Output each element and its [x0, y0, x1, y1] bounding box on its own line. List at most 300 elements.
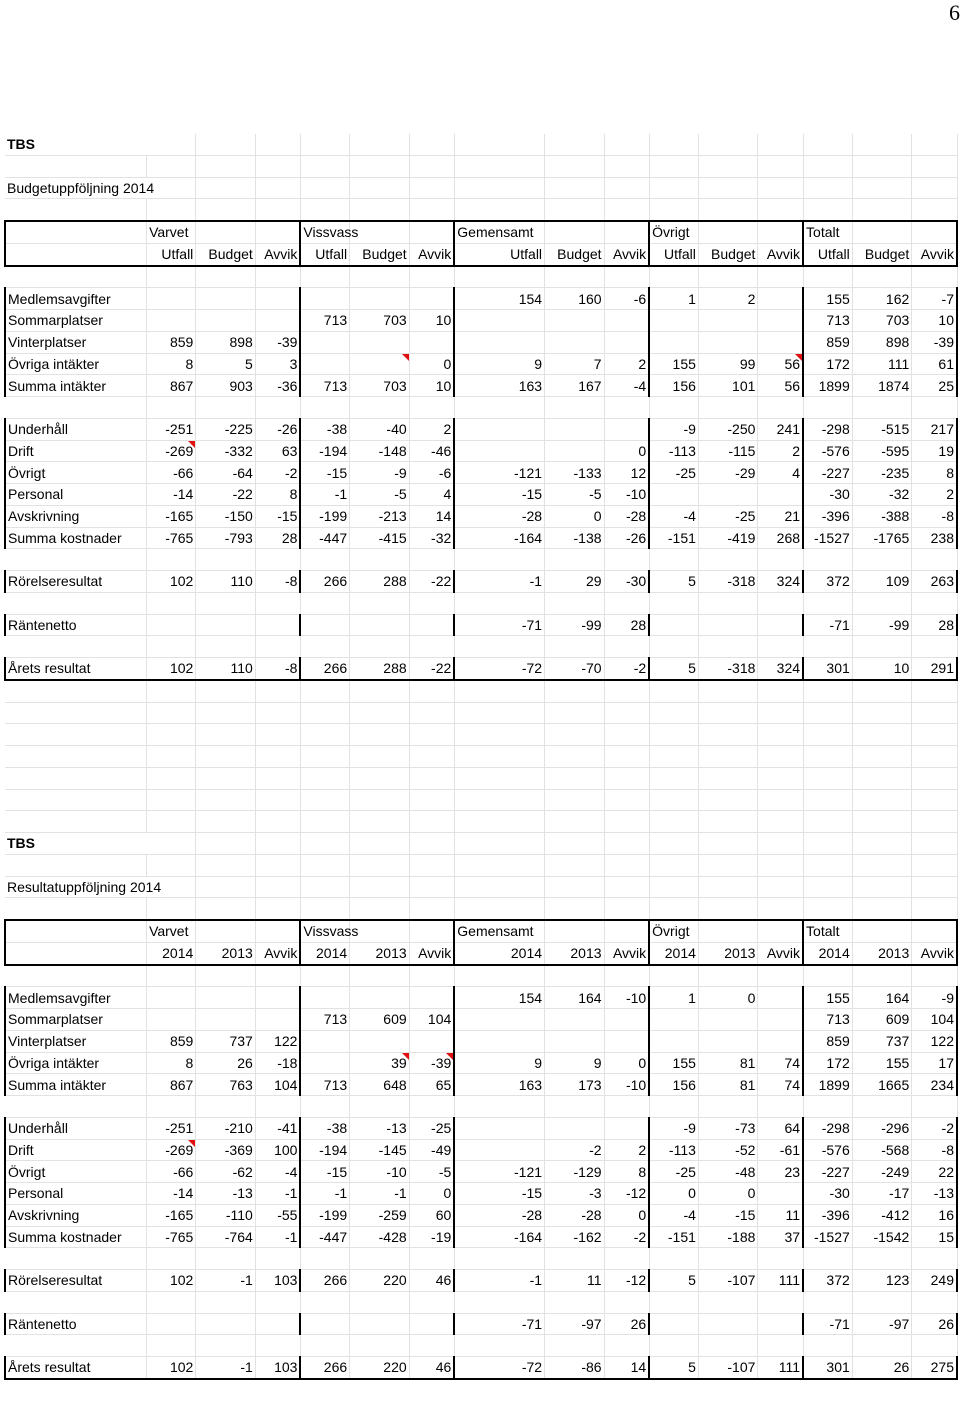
value-cell[interactable] [604, 1030, 649, 1052]
empty-cell[interactable] [545, 199, 605, 221]
value-cell[interactable]: 713 [803, 310, 852, 332]
empty-cell[interactable] [196, 898, 256, 920]
value-cell[interactable]: -369 [196, 1139, 256, 1161]
value-cell[interactable]: 37 [758, 1226, 803, 1248]
empty-cell[interactable] [300, 965, 349, 987]
empty-cell[interactable] [196, 833, 256, 855]
value-cell[interactable]: -2 [604, 1226, 649, 1248]
value-cell[interactable] [454, 440, 544, 462]
empty-cell[interactable] [454, 592, 544, 614]
value-cell[interactable]: -64 [196, 462, 256, 484]
group-header-övrigt[interactable]: Övrigt [649, 920, 698, 942]
value-cell[interactable]: 234 [912, 1074, 957, 1096]
empty-cell[interactable] [5, 920, 147, 942]
row-label[interactable]: Personal [5, 484, 147, 506]
subheader-2014[interactable]: 2014 [454, 942, 544, 964]
subheader-budget[interactable]: Budget [350, 243, 410, 265]
empty-cell[interactable] [5, 636, 147, 658]
empty-cell[interactable] [698, 965, 758, 987]
empty-cell[interactable] [196, 636, 256, 658]
value-cell[interactable]: 26 [912, 1313, 957, 1335]
value-cell[interactable]: -298 [803, 1117, 852, 1139]
empty-cell[interactable] [604, 397, 649, 419]
empty-cell[interactable] [852, 1096, 912, 1118]
value-cell[interactable]: -18 [255, 1052, 300, 1074]
empty-cell[interactable] [758, 199, 803, 221]
value-cell[interactable]: -1765 [852, 527, 912, 549]
empty-cell[interactable] [649, 549, 698, 571]
empty-cell[interactable] [912, 746, 957, 768]
empty-cell[interactable] [545, 397, 605, 419]
empty-cell[interactable] [604, 221, 649, 243]
empty-cell[interactable] [698, 854, 758, 876]
value-cell[interactable]: -13 [350, 1117, 410, 1139]
row-label[interactable]: Underhåll [5, 1117, 147, 1139]
empty-cell[interactable] [147, 592, 196, 614]
empty-cell[interactable] [350, 199, 410, 221]
empty-cell[interactable] [698, 680, 758, 702]
empty-cell[interactable] [5, 854, 147, 876]
value-cell[interactable]: -3 [545, 1183, 605, 1205]
empty-cell[interactable] [300, 898, 349, 920]
value-cell[interactable]: -39 [912, 331, 957, 353]
subheader-budget[interactable]: Budget [698, 243, 758, 265]
subheader-2013[interactable]: 2013 [350, 942, 410, 964]
empty-cell[interactable] [604, 833, 649, 855]
row-label[interactable]: Årets resultat [5, 1357, 147, 1379]
empty-cell[interactable] [409, 636, 454, 658]
empty-cell[interactable] [545, 177, 605, 199]
empty-cell[interactable] [698, 177, 758, 199]
value-cell[interactable]: 301 [803, 658, 852, 680]
group-header-gemensamt[interactable]: Gemensamt [454, 920, 544, 942]
empty-cell[interactable] [604, 134, 649, 155]
empty-cell[interactable] [912, 811, 957, 833]
value-cell[interactable] [758, 1030, 803, 1052]
empty-cell[interactable] [758, 549, 803, 571]
value-cell[interactable]: -26 [255, 418, 300, 440]
row-label[interactable]: Övrigt [5, 462, 147, 484]
empty-cell[interactable] [852, 746, 912, 768]
value-cell[interactable]: 5 [649, 1270, 698, 1292]
empty-cell[interactable] [852, 266, 912, 288]
value-cell[interactable]: 56 [758, 353, 803, 375]
value-cell[interactable] [409, 614, 454, 636]
value-cell[interactable]: 102 [147, 571, 196, 593]
value-cell[interactable]: -15 [255, 505, 300, 527]
empty-cell[interactable] [5, 549, 147, 571]
empty-cell[interactable] [300, 592, 349, 614]
value-cell[interactable]: -121 [454, 462, 544, 484]
value-cell[interactable]: 0 [698, 1183, 758, 1205]
value-cell[interactable]: -73 [698, 1117, 758, 1139]
value-cell[interactable]: -46 [409, 440, 454, 462]
value-cell[interactable]: 81 [698, 1074, 758, 1096]
value-cell[interactable]: -28 [454, 1204, 544, 1226]
empty-cell[interactable] [196, 789, 256, 811]
value-cell[interactable]: -6 [604, 288, 649, 310]
empty-cell[interactable] [604, 1335, 649, 1357]
subheader-2013[interactable]: 2013 [545, 942, 605, 964]
empty-cell[interactable] [803, 266, 852, 288]
value-cell[interactable]: 1899 [803, 375, 852, 397]
empty-cell[interactable] [300, 854, 349, 876]
empty-cell[interactable] [196, 397, 256, 419]
value-cell[interactable]: -250 [698, 418, 758, 440]
value-cell[interactable]: -66 [147, 462, 196, 484]
empty-cell[interactable] [912, 177, 957, 199]
empty-cell[interactable] [350, 549, 410, 571]
empty-cell[interactable] [409, 833, 454, 855]
value-cell[interactable] [649, 1009, 698, 1031]
empty-cell[interactable] [409, 221, 454, 243]
empty-cell[interactable] [454, 724, 544, 746]
value-cell[interactable] [454, 331, 544, 353]
empty-cell[interactable] [350, 965, 410, 987]
value-cell[interactable]: -9 [350, 462, 410, 484]
value-cell[interactable] [255, 1313, 300, 1335]
empty-cell[interactable] [255, 724, 300, 746]
empty-cell[interactable] [649, 177, 698, 199]
value-cell[interactable] [545, 1030, 605, 1052]
empty-cell[interactable] [454, 854, 544, 876]
value-cell[interactable] [454, 1139, 544, 1161]
value-cell[interactable]: 737 [196, 1030, 256, 1052]
empty-cell[interactable] [5, 702, 147, 724]
value-cell[interactable]: -99 [545, 614, 605, 636]
empty-cell[interactable] [545, 1291, 605, 1313]
value-cell[interactable]: -199 [300, 505, 349, 527]
value-cell[interactable]: 46 [409, 1270, 454, 1292]
value-cell[interactable]: -39 [255, 331, 300, 353]
empty-cell[interactable] [912, 702, 957, 724]
value-cell[interactable] [698, 1009, 758, 1031]
value-cell[interactable]: 3 [255, 353, 300, 375]
value-cell[interactable]: -227 [803, 1161, 852, 1183]
empty-cell[interactable] [803, 811, 852, 833]
empty-cell[interactable] [852, 134, 912, 155]
value-cell[interactable] [255, 614, 300, 636]
value-cell[interactable]: -121 [454, 1161, 544, 1183]
value-cell[interactable] [350, 353, 410, 375]
empty-cell[interactable] [545, 592, 605, 614]
empty-cell[interactable] [649, 789, 698, 811]
value-cell[interactable]: 324 [758, 658, 803, 680]
value-cell[interactable]: -1 [454, 571, 544, 593]
value-cell[interactable] [196, 310, 256, 332]
empty-cell[interactable] [409, 854, 454, 876]
value-cell[interactable]: 1 [649, 987, 698, 1009]
value-cell[interactable]: 737 [852, 1030, 912, 1052]
empty-cell[interactable] [758, 155, 803, 177]
subheader-utfall[interactable]: Utfall [454, 243, 544, 265]
empty-cell[interactable] [758, 134, 803, 155]
value-cell[interactable]: 713 [300, 310, 349, 332]
empty-cell[interactable] [454, 811, 544, 833]
empty-cell[interactable] [350, 811, 410, 833]
empty-cell[interactable] [147, 898, 196, 920]
empty-cell[interactable] [147, 702, 196, 724]
empty-cell[interactable] [852, 767, 912, 789]
empty-cell[interactable] [649, 397, 698, 419]
value-cell[interactable]: 23 [758, 1161, 803, 1183]
section-org-1[interactable]: TBS [5, 833, 147, 855]
empty-cell[interactable] [604, 811, 649, 833]
empty-cell[interactable] [545, 1096, 605, 1118]
value-cell[interactable]: -14 [147, 484, 196, 506]
empty-cell[interactable] [545, 680, 605, 702]
value-cell[interactable]: 160 [545, 288, 605, 310]
empty-cell[interactable] [409, 702, 454, 724]
value-cell[interactable] [758, 614, 803, 636]
empty-cell[interactable] [454, 155, 544, 177]
empty-cell[interactable] [147, 811, 196, 833]
empty-cell[interactable] [803, 592, 852, 614]
empty-cell[interactable] [454, 746, 544, 768]
value-cell[interactable]: -515 [852, 418, 912, 440]
empty-cell[interactable] [300, 789, 349, 811]
value-cell[interactable]: -151 [649, 1226, 698, 1248]
row-label[interactable]: Avskrivning [5, 505, 147, 527]
value-cell[interactable]: -199 [300, 1204, 349, 1226]
empty-cell[interactable] [758, 636, 803, 658]
empty-cell[interactable] [758, 833, 803, 855]
value-cell[interactable]: 104 [255, 1074, 300, 1096]
value-cell[interactable]: -70 [545, 658, 605, 680]
empty-cell[interactable] [454, 965, 544, 987]
value-cell[interactable]: 8 [604, 1161, 649, 1183]
value-cell[interactable] [758, 1183, 803, 1205]
value-cell[interactable]: 372 [803, 571, 852, 593]
value-cell[interactable]: 238 [912, 527, 957, 549]
empty-cell[interactable] [758, 789, 803, 811]
empty-cell[interactable] [255, 549, 300, 571]
value-cell[interactable]: 155 [803, 987, 852, 1009]
value-cell[interactable]: 266 [300, 658, 349, 680]
empty-cell[interactable] [300, 724, 349, 746]
empty-cell[interactable] [5, 942, 147, 964]
value-cell[interactable]: -30 [803, 484, 852, 506]
empty-cell[interactable] [604, 1291, 649, 1313]
empty-cell[interactable] [300, 1096, 349, 1118]
empty-cell[interactable] [300, 876, 349, 898]
empty-cell[interactable] [147, 680, 196, 702]
value-cell[interactable]: 301 [803, 1357, 852, 1379]
value-cell[interactable] [649, 484, 698, 506]
value-cell[interactable]: 110 [196, 571, 256, 593]
empty-cell[interactable] [545, 898, 605, 920]
empty-cell[interactable] [5, 592, 147, 614]
empty-cell[interactable] [5, 243, 147, 265]
empty-cell[interactable] [196, 266, 256, 288]
value-cell[interactable]: 0 [604, 1204, 649, 1226]
empty-cell[interactable] [803, 965, 852, 987]
value-cell[interactable]: 903 [196, 375, 256, 397]
value-cell[interactable]: 103 [255, 1357, 300, 1379]
empty-cell[interactable] [803, 876, 852, 898]
value-cell[interactable]: 4 [758, 462, 803, 484]
row-label[interactable]: Övriga intäkter [5, 353, 147, 375]
empty-cell[interactable] [604, 746, 649, 768]
row-label[interactable]: Summa kostnader [5, 527, 147, 549]
empty-cell[interactable] [255, 1335, 300, 1357]
subheader-budget[interactable]: Budget [852, 243, 912, 265]
empty-cell[interactable] [758, 811, 803, 833]
empty-cell[interactable] [604, 592, 649, 614]
value-cell[interactable]: -415 [350, 527, 410, 549]
value-cell[interactable]: -6 [409, 462, 454, 484]
empty-cell[interactable] [454, 266, 544, 288]
empty-cell[interactable] [758, 221, 803, 243]
value-cell[interactable]: 99 [698, 353, 758, 375]
empty-cell[interactable] [803, 767, 852, 789]
value-cell[interactable]: 266 [300, 1357, 349, 1379]
value-cell[interactable]: -296 [852, 1117, 912, 1139]
empty-cell[interactable] [852, 680, 912, 702]
value-cell[interactable]: -428 [350, 1226, 410, 1248]
value-cell[interactable]: 111 [852, 353, 912, 375]
value-cell[interactable]: 61 [912, 353, 957, 375]
empty-cell[interactable] [604, 636, 649, 658]
value-cell[interactable]: 2 [604, 1139, 649, 1161]
value-cell[interactable]: 172 [803, 1052, 852, 1074]
subheader-avvik[interactable]: Avvik [758, 942, 803, 964]
empty-cell[interactable] [255, 898, 300, 920]
value-cell[interactable]: 162 [852, 288, 912, 310]
value-cell[interactable]: 263 [912, 571, 957, 593]
row-label[interactable]: Räntenetto [5, 614, 147, 636]
value-cell[interactable] [649, 1313, 698, 1335]
empty-cell[interactable] [698, 1335, 758, 1357]
empty-cell[interactable] [454, 134, 544, 155]
empty-cell[interactable] [350, 898, 410, 920]
value-cell[interactable]: -10 [604, 484, 649, 506]
value-cell[interactable]: 5 [649, 571, 698, 593]
value-cell[interactable]: 609 [852, 1009, 912, 1031]
value-cell[interactable] [758, 1009, 803, 1031]
value-cell[interactable]: -396 [803, 1204, 852, 1226]
empty-cell[interactable] [300, 266, 349, 288]
empty-cell[interactable] [409, 876, 454, 898]
row-label[interactable]: Drift [5, 1139, 147, 1161]
empty-cell[interactable] [147, 397, 196, 419]
value-cell[interactable]: 46 [409, 1357, 454, 1379]
empty-cell[interactable] [698, 636, 758, 658]
value-cell[interactable]: -97 [852, 1313, 912, 1335]
empty-cell[interactable] [350, 767, 410, 789]
value-cell[interactable]: -388 [852, 505, 912, 527]
value-cell[interactable]: -38 [300, 1117, 349, 1139]
empty-cell[interactable] [350, 1291, 410, 1313]
value-cell[interactable] [147, 1009, 196, 1031]
value-cell[interactable] [300, 1313, 349, 1335]
value-cell[interactable]: -28 [545, 1204, 605, 1226]
value-cell[interactable]: 4 [409, 484, 454, 506]
empty-cell[interactable] [147, 266, 196, 288]
value-cell[interactable] [545, 331, 605, 353]
value-cell[interactable] [698, 1030, 758, 1052]
value-cell[interactable]: 266 [300, 1270, 349, 1292]
empty-cell[interactable] [604, 789, 649, 811]
value-cell[interactable]: 111 [758, 1270, 803, 1292]
empty-cell[interactable] [255, 702, 300, 724]
value-cell[interactable]: -28 [604, 505, 649, 527]
empty-cell[interactable] [5, 199, 147, 221]
empty-cell[interactable] [300, 199, 349, 221]
value-cell[interactable] [147, 987, 196, 1009]
value-cell[interactable]: 122 [912, 1030, 957, 1052]
value-cell[interactable]: 164 [852, 987, 912, 1009]
empty-cell[interactable] [147, 199, 196, 221]
value-cell[interactable] [604, 310, 649, 332]
value-cell[interactable] [350, 614, 410, 636]
value-cell[interactable]: -113 [649, 440, 698, 462]
value-cell[interactable]: -10 [604, 987, 649, 1009]
empty-cell[interactable] [545, 702, 605, 724]
value-cell[interactable]: 63 [255, 440, 300, 462]
value-cell[interactable]: -2 [912, 1117, 957, 1139]
value-cell[interactable]: 9 [454, 1052, 544, 1074]
value-cell[interactable]: 26 [852, 1357, 912, 1379]
empty-cell[interactable] [409, 724, 454, 746]
subheader-avvik[interactable]: Avvik [604, 942, 649, 964]
empty-cell[interactable] [758, 1248, 803, 1270]
subheader-avvik[interactable]: Avvik [255, 942, 300, 964]
empty-cell[interactable] [147, 854, 196, 876]
empty-cell[interactable] [5, 724, 147, 746]
value-cell[interactable] [604, 331, 649, 353]
value-cell[interactable] [545, 440, 605, 462]
empty-cell[interactable] [409, 920, 454, 942]
value-cell[interactable]: -298 [803, 418, 852, 440]
value-cell[interactable]: -107 [698, 1357, 758, 1379]
empty-cell[interactable] [758, 1291, 803, 1313]
subheader-2013[interactable]: 2013 [852, 942, 912, 964]
empty-cell[interactable] [649, 746, 698, 768]
value-cell[interactable]: -5 [350, 484, 410, 506]
empty-cell[interactable] [409, 1291, 454, 1313]
empty-cell[interactable] [698, 1291, 758, 1313]
value-cell[interactable]: 713 [803, 1009, 852, 1031]
empty-cell[interactable] [852, 549, 912, 571]
value-cell[interactable]: -99 [852, 614, 912, 636]
empty-cell[interactable] [758, 702, 803, 724]
empty-cell[interactable] [350, 1096, 410, 1118]
value-cell[interactable]: -8 [255, 658, 300, 680]
empty-cell[interactable] [409, 592, 454, 614]
empty-cell[interactable] [196, 854, 256, 876]
value-cell[interactable] [409, 1030, 454, 1052]
empty-cell[interactable] [5, 1335, 147, 1357]
value-cell[interactable]: -48 [698, 1161, 758, 1183]
value-cell[interactable] [758, 331, 803, 353]
empty-cell[interactable] [300, 1335, 349, 1357]
empty-cell[interactable] [545, 811, 605, 833]
value-cell[interactable]: -396 [803, 505, 852, 527]
subheader-avvik[interactable]: Avvik [409, 243, 454, 265]
value-cell[interactable]: 859 [147, 331, 196, 353]
value-cell[interactable]: -138 [545, 527, 605, 549]
value-cell[interactable]: 217 [912, 418, 957, 440]
value-cell[interactable]: -2 [545, 1139, 605, 1161]
value-cell[interactable]: -1 [255, 1183, 300, 1205]
empty-cell[interactable] [300, 636, 349, 658]
value-cell[interactable]: 9 [545, 1052, 605, 1074]
value-cell[interactable] [649, 310, 698, 332]
empty-cell[interactable] [196, 1248, 256, 1270]
value-cell[interactable]: 19 [912, 440, 957, 462]
empty-cell[interactable] [350, 266, 410, 288]
